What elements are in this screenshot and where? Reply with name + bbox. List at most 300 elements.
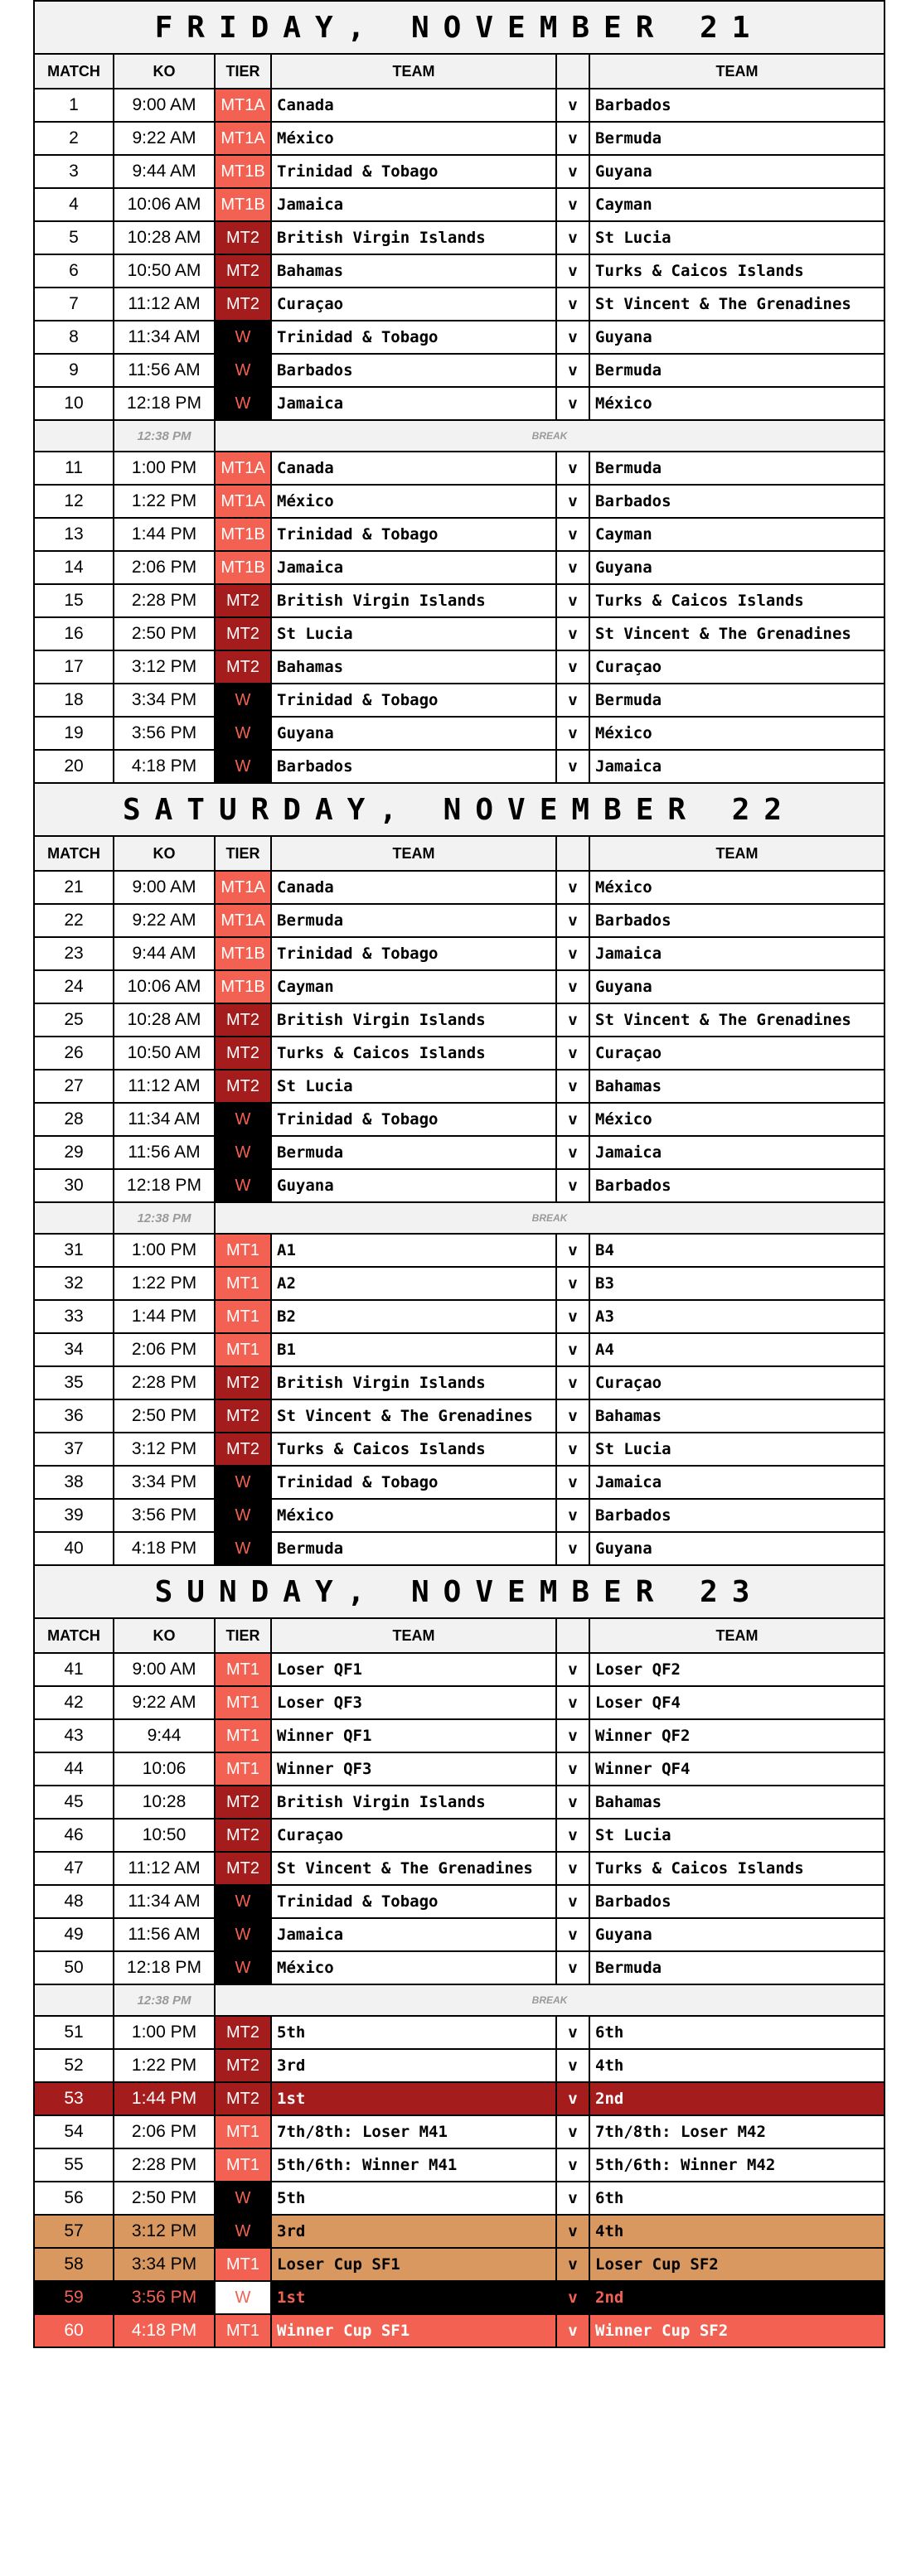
match-row bbox=[34, 650, 884, 684]
kickoff-time: 12:18 PM bbox=[114, 1951, 215, 1984]
kickoff-time: 4:18 PM bbox=[114, 2314, 215, 2347]
home-team: México bbox=[271, 1951, 556, 1984]
versus-label: v bbox=[556, 1885, 589, 1918]
match-number: 60 bbox=[34, 2314, 114, 2347]
home-team: Bermuda bbox=[271, 904, 556, 937]
match-number: 43 bbox=[34, 1719, 114, 1752]
versus-label: v bbox=[556, 387, 589, 420]
column-header-row bbox=[34, 836, 884, 871]
home-team: 7th/8th: Loser M41 bbox=[271, 2115, 556, 2148]
column-header-v bbox=[556, 1618, 589, 1653]
home-team: Jamaica bbox=[271, 551, 556, 584]
kickoff-time: 3:12 PM bbox=[114, 2215, 215, 2248]
match-row bbox=[34, 1466, 884, 1499]
home-team: Loser QF1 bbox=[271, 1653, 556, 1686]
away-team: B4 bbox=[589, 1234, 884, 1267]
away-team: St Vincent & The Grenadines bbox=[589, 1003, 884, 1037]
match-row bbox=[34, 1918, 884, 1951]
match-row bbox=[34, 1003, 884, 1037]
match-number: 3 bbox=[34, 155, 114, 188]
home-team: St Vincent & The Grenadines bbox=[271, 1399, 556, 1433]
away-team: México bbox=[589, 387, 884, 420]
versus-label: v bbox=[556, 89, 589, 122]
match-number: 13 bbox=[34, 518, 114, 551]
away-team: 2nd bbox=[589, 2281, 884, 2314]
tier-badge: MT2 bbox=[215, 288, 271, 321]
match-number: 59 bbox=[34, 2281, 114, 2314]
match-row bbox=[34, 1532, 884, 1565]
home-team: Cayman bbox=[271, 970, 556, 1003]
kickoff-time: 11:12 AM bbox=[114, 1070, 215, 1103]
tier-badge: MT2 bbox=[215, 2082, 271, 2115]
home-team: 5th bbox=[271, 2182, 556, 2215]
kickoff-time: 9:22 AM bbox=[114, 1686, 215, 1719]
home-team: Canada bbox=[271, 89, 556, 122]
schedule-table bbox=[33, 0, 885, 2348]
kickoff-time: 9:22 AM bbox=[114, 122, 215, 155]
match-number: 31 bbox=[34, 1234, 114, 1267]
tier-badge: MT1B bbox=[215, 188, 271, 221]
match-row bbox=[34, 717, 884, 750]
tier-badge: MT2 bbox=[215, 1037, 271, 1070]
match-row bbox=[34, 1037, 884, 1070]
kickoff-time: 3:12 PM bbox=[114, 1433, 215, 1466]
column-header-team2: TEAM bbox=[589, 54, 884, 89]
away-team: Guyana bbox=[589, 155, 884, 188]
match-row bbox=[34, 188, 884, 221]
kickoff-time: 1:00 PM bbox=[114, 1234, 215, 1267]
away-team: St Lucia bbox=[589, 221, 884, 254]
versus-label: v bbox=[556, 1300, 589, 1333]
break-blank bbox=[34, 1202, 114, 1234]
match-row bbox=[34, 518, 884, 551]
match-row bbox=[34, 1070, 884, 1103]
tier-badge: MT1B bbox=[215, 970, 271, 1003]
match-number: 15 bbox=[34, 584, 114, 617]
match-row bbox=[34, 750, 884, 783]
match-row bbox=[34, 970, 884, 1003]
kickoff-time: 10:06 AM bbox=[114, 970, 215, 1003]
tier-badge: MT1A bbox=[215, 122, 271, 155]
kickoff-time: 1:00 PM bbox=[114, 452, 215, 485]
versus-label: v bbox=[556, 1169, 589, 1202]
versus-label: v bbox=[556, 518, 589, 551]
break-time: 12:38 PM bbox=[114, 1984, 215, 2016]
match-row bbox=[34, 1653, 884, 1686]
match-number: 41 bbox=[34, 1653, 114, 1686]
match-row bbox=[34, 1786, 884, 1819]
away-team: Winner Cup SF2 bbox=[589, 2314, 884, 2347]
versus-label: v bbox=[556, 1003, 589, 1037]
match-number: 22 bbox=[34, 904, 114, 937]
home-team: Trinidad & Tobago bbox=[271, 684, 556, 717]
tier-badge: MT2 bbox=[215, 221, 271, 254]
away-team: Curaçao bbox=[589, 1037, 884, 1070]
kickoff-time: 3:34 PM bbox=[114, 684, 215, 717]
home-team: Curaçao bbox=[271, 1819, 556, 1852]
away-team: Barbados bbox=[589, 1885, 884, 1918]
column-header-team2: TEAM bbox=[589, 836, 884, 871]
away-team: Bermuda bbox=[589, 684, 884, 717]
kickoff-time: 11:34 AM bbox=[114, 321, 215, 354]
away-team: México bbox=[589, 717, 884, 750]
column-header-team1: TEAM bbox=[271, 54, 556, 89]
match-row bbox=[34, 1333, 884, 1366]
match-number: 40 bbox=[34, 1532, 114, 1565]
kickoff-time: 12:18 PM bbox=[114, 1169, 215, 1202]
home-team: Barbados bbox=[271, 750, 556, 783]
versus-label: v bbox=[556, 1951, 589, 1984]
break-row bbox=[34, 1202, 884, 1234]
versus-label: v bbox=[556, 1136, 589, 1169]
kickoff-time: 9:00 AM bbox=[114, 89, 215, 122]
match-row bbox=[34, 1819, 884, 1852]
tier-badge: MT1B bbox=[215, 518, 271, 551]
match-number: 56 bbox=[34, 2182, 114, 2215]
match-row bbox=[34, 1300, 884, 1333]
tier-badge: MT2 bbox=[215, 2049, 271, 2082]
versus-label: v bbox=[556, 155, 589, 188]
tier-badge: W bbox=[215, 2182, 271, 2215]
home-team: Bahamas bbox=[271, 650, 556, 684]
away-team: Bermuda bbox=[589, 122, 884, 155]
versus-label: v bbox=[556, 2182, 589, 2215]
home-team: A2 bbox=[271, 1267, 556, 1300]
match-row bbox=[34, 1499, 884, 1532]
match-row bbox=[34, 1267, 884, 1300]
column-header-row bbox=[34, 1618, 884, 1653]
tier-badge: MT2 bbox=[215, 1003, 271, 1037]
kickoff-time: 2:06 PM bbox=[114, 2115, 215, 2148]
versus-label: v bbox=[556, 288, 589, 321]
home-team: British Virgin Islands bbox=[271, 1003, 556, 1037]
home-team: St Lucia bbox=[271, 617, 556, 650]
home-team: Trinidad & Tobago bbox=[271, 1103, 556, 1136]
away-team: Barbados bbox=[589, 904, 884, 937]
versus-label: v bbox=[556, 2314, 589, 2347]
tier-badge: W bbox=[215, 354, 271, 387]
home-team: Jamaica bbox=[271, 1918, 556, 1951]
home-team: Turks & Caicos Islands bbox=[271, 1037, 556, 1070]
kickoff-time: 1:00 PM bbox=[114, 2016, 215, 2049]
versus-label: v bbox=[556, 485, 589, 518]
kickoff-time: 10:28 bbox=[114, 1786, 215, 1819]
column-header-ko: KO bbox=[114, 836, 215, 871]
match-row bbox=[34, 684, 884, 717]
home-team: British Virgin Islands bbox=[271, 1786, 556, 1819]
day-title: SATURDAY, NOVEMBER 22 bbox=[34, 783, 884, 836]
match-number: 10 bbox=[34, 387, 114, 420]
versus-label: v bbox=[556, 1070, 589, 1103]
kickoff-time: 3:34 PM bbox=[114, 1466, 215, 1499]
tier-badge: W bbox=[215, 1103, 271, 1136]
versus-label: v bbox=[556, 1333, 589, 1366]
kickoff-time: 1:44 PM bbox=[114, 518, 215, 551]
tier-badge: MT1 bbox=[215, 1234, 271, 1267]
home-team: Trinidad & Tobago bbox=[271, 1466, 556, 1499]
versus-label: v bbox=[556, 1037, 589, 1070]
match-row bbox=[34, 2016, 884, 2049]
kickoff-time: 11:56 AM bbox=[114, 1918, 215, 1951]
versus-label: v bbox=[556, 354, 589, 387]
versus-label: v bbox=[556, 1752, 589, 1786]
match-number: 24 bbox=[34, 970, 114, 1003]
match-number: 49 bbox=[34, 1918, 114, 1951]
match-number: 17 bbox=[34, 650, 114, 684]
kickoff-time: 3:56 PM bbox=[114, 1499, 215, 1532]
day-title-row bbox=[34, 1565, 884, 1618]
away-team: 4th bbox=[589, 2049, 884, 2082]
match-number: 33 bbox=[34, 1300, 114, 1333]
versus-label: v bbox=[556, 1366, 589, 1399]
tier-badge: W bbox=[215, 387, 271, 420]
break-time: 12:38 PM bbox=[114, 420, 215, 452]
away-team: 4th bbox=[589, 2215, 884, 2248]
away-team: Loser QF4 bbox=[589, 1686, 884, 1719]
away-team: Bahamas bbox=[589, 1399, 884, 1433]
versus-label: v bbox=[556, 2248, 589, 2281]
match-row bbox=[34, 1103, 884, 1136]
home-team: 5th/6th: Winner M41 bbox=[271, 2148, 556, 2182]
home-team: Canada bbox=[271, 452, 556, 485]
match-number: 7 bbox=[34, 288, 114, 321]
kickoff-time: 3:34 PM bbox=[114, 2248, 215, 2281]
day-title-row bbox=[34, 1, 884, 54]
match-row bbox=[34, 584, 884, 617]
away-team: Winner QF4 bbox=[589, 1752, 884, 1786]
kickoff-time: 11:56 AM bbox=[114, 354, 215, 387]
home-team: México bbox=[271, 122, 556, 155]
home-team: México bbox=[271, 485, 556, 518]
match-row bbox=[34, 155, 884, 188]
away-team: Jamaica bbox=[589, 937, 884, 970]
match-number: 32 bbox=[34, 1267, 114, 1300]
away-team: Barbados bbox=[589, 1499, 884, 1532]
away-team: Turks & Caicos Islands bbox=[589, 254, 884, 288]
tier-badge: MT1B bbox=[215, 551, 271, 584]
away-team: Winner QF2 bbox=[589, 1719, 884, 1752]
break-row bbox=[34, 420, 884, 452]
away-team: Barbados bbox=[589, 485, 884, 518]
tier-badge: MT1 bbox=[215, 2314, 271, 2347]
match-row bbox=[34, 354, 884, 387]
match-number: 25 bbox=[34, 1003, 114, 1037]
home-team: Trinidad & Tobago bbox=[271, 321, 556, 354]
match-number: 28 bbox=[34, 1103, 114, 1136]
versus-label: v bbox=[556, 1499, 589, 1532]
home-team: Trinidad & Tobago bbox=[271, 1885, 556, 1918]
home-team: Turks & Caicos Islands bbox=[271, 1433, 556, 1466]
match-row bbox=[34, 2082, 884, 2115]
match-number: 54 bbox=[34, 2115, 114, 2148]
away-team: 2nd bbox=[589, 2082, 884, 2115]
match-row bbox=[34, 122, 884, 155]
match-row bbox=[34, 551, 884, 584]
tier-badge: MT2 bbox=[215, 1366, 271, 1399]
column-header-match: MATCH bbox=[34, 54, 114, 89]
away-team: Cayman bbox=[589, 188, 884, 221]
away-team: Curaçao bbox=[589, 1366, 884, 1399]
column-header-tier: TIER bbox=[215, 54, 271, 89]
tier-badge: MT1 bbox=[215, 1686, 271, 1719]
match-number: 52 bbox=[34, 2049, 114, 2082]
kickoff-time: 10:06 AM bbox=[114, 188, 215, 221]
match-row bbox=[34, 2148, 884, 2182]
away-team: B3 bbox=[589, 1267, 884, 1300]
match-number: 35 bbox=[34, 1366, 114, 1399]
versus-label: v bbox=[556, 2115, 589, 2148]
schedule-body bbox=[34, 1, 884, 2347]
versus-label: v bbox=[556, 551, 589, 584]
column-header-tier: TIER bbox=[215, 1618, 271, 1653]
match-row bbox=[34, 2281, 884, 2314]
home-team: 1st bbox=[271, 2082, 556, 2115]
kickoff-time: 3:12 PM bbox=[114, 650, 215, 684]
versus-label: v bbox=[556, 188, 589, 221]
match-row bbox=[34, 1169, 884, 1202]
home-team: Barbados bbox=[271, 354, 556, 387]
kickoff-time: 1:22 PM bbox=[114, 485, 215, 518]
tier-badge: MT2 bbox=[215, 1399, 271, 1433]
tier-badge: W bbox=[215, 2215, 271, 2248]
column-header-tier: TIER bbox=[215, 836, 271, 871]
away-team: Bahamas bbox=[589, 1786, 884, 1819]
versus-label: v bbox=[556, 1653, 589, 1686]
day-title-row bbox=[34, 783, 884, 836]
match-number: 5 bbox=[34, 221, 114, 254]
match-number: 36 bbox=[34, 1399, 114, 1433]
versus-label: v bbox=[556, 1267, 589, 1300]
away-team: 6th bbox=[589, 2016, 884, 2049]
kickoff-time: 11:34 AM bbox=[114, 1885, 215, 1918]
column-header-match: MATCH bbox=[34, 1618, 114, 1653]
tier-badge: MT2 bbox=[215, 1070, 271, 1103]
match-row bbox=[34, 1136, 884, 1169]
tier-badge: W bbox=[215, 1136, 271, 1169]
match-number: 45 bbox=[34, 1786, 114, 1819]
tier-badge: W bbox=[215, 321, 271, 354]
away-team: Guyana bbox=[589, 1532, 884, 1565]
match-number: 16 bbox=[34, 617, 114, 650]
schedule-sheet bbox=[33, 0, 884, 2348]
versus-label: v bbox=[556, 1399, 589, 1433]
kickoff-time: 2:06 PM bbox=[114, 551, 215, 584]
match-row bbox=[34, 387, 884, 420]
kickoff-time: 2:50 PM bbox=[114, 2182, 215, 2215]
versus-label: v bbox=[556, 684, 589, 717]
day-title: FRIDAY, NOVEMBER 21 bbox=[34, 1, 884, 54]
home-team: 1st bbox=[271, 2281, 556, 2314]
column-header-v bbox=[556, 836, 589, 871]
match-row bbox=[34, 1752, 884, 1786]
away-team: St Vincent & The Grenadines bbox=[589, 617, 884, 650]
tier-badge: MT1 bbox=[215, 2248, 271, 2281]
match-number: 18 bbox=[34, 684, 114, 717]
match-number: 19 bbox=[34, 717, 114, 750]
break-row bbox=[34, 1984, 884, 2016]
kickoff-time: 1:44 PM bbox=[114, 1300, 215, 1333]
tier-badge: MT1 bbox=[215, 1300, 271, 1333]
away-team: México bbox=[589, 1103, 884, 1136]
match-row bbox=[34, 1366, 884, 1399]
tier-badge: MT2 bbox=[215, 1786, 271, 1819]
match-row bbox=[34, 288, 884, 321]
versus-label: v bbox=[556, 1786, 589, 1819]
column-header-ko: KO bbox=[114, 1618, 215, 1653]
away-team: Turks & Caicos Islands bbox=[589, 584, 884, 617]
match-number: 37 bbox=[34, 1433, 114, 1466]
versus-label: v bbox=[556, 2215, 589, 2248]
versus-label: v bbox=[556, 452, 589, 485]
home-team: St Vincent & The Grenadines bbox=[271, 1852, 556, 1885]
away-team: 7th/8th: Loser M42 bbox=[589, 2115, 884, 2148]
match-number: 1 bbox=[34, 89, 114, 122]
match-number: 8 bbox=[34, 321, 114, 354]
tier-badge: MT2 bbox=[215, 1819, 271, 1852]
home-team: Loser QF3 bbox=[271, 1686, 556, 1719]
away-team: Loser Cup SF2 bbox=[589, 2248, 884, 2281]
away-team: Guyana bbox=[589, 970, 884, 1003]
tier-badge: MT2 bbox=[215, 2016, 271, 2049]
tier-badge: W bbox=[215, 1918, 271, 1951]
versus-label: v bbox=[556, 1466, 589, 1499]
kickoff-time: 1:44 PM bbox=[114, 2082, 215, 2115]
home-team: Bermuda bbox=[271, 1532, 556, 1565]
versus-label: v bbox=[556, 717, 589, 750]
match-number: 6 bbox=[34, 254, 114, 288]
match-number: 38 bbox=[34, 1466, 114, 1499]
match-number: 11 bbox=[34, 452, 114, 485]
match-number: 12 bbox=[34, 485, 114, 518]
match-row bbox=[34, 1433, 884, 1466]
match-number: 44 bbox=[34, 1752, 114, 1786]
away-team: Bermuda bbox=[589, 452, 884, 485]
tier-badge: MT1 bbox=[215, 2115, 271, 2148]
kickoff-time: 2:50 PM bbox=[114, 1399, 215, 1433]
match-number: 39 bbox=[34, 1499, 114, 1532]
kickoff-time: 4:18 PM bbox=[114, 1532, 215, 1565]
home-team: Winner QF1 bbox=[271, 1719, 556, 1752]
kickoff-time: 10:50 bbox=[114, 1819, 215, 1852]
tier-badge: MT2 bbox=[215, 1852, 271, 1885]
tier-badge: MT1 bbox=[215, 1653, 271, 1686]
match-number: 9 bbox=[34, 354, 114, 387]
away-team: 5th/6th: Winner M42 bbox=[589, 2148, 884, 2182]
match-row bbox=[34, 2115, 884, 2148]
match-row bbox=[34, 452, 884, 485]
versus-label: v bbox=[556, 321, 589, 354]
away-team: Curaçao bbox=[589, 650, 884, 684]
away-team: Cayman bbox=[589, 518, 884, 551]
match-number: 47 bbox=[34, 1852, 114, 1885]
home-team: Jamaica bbox=[271, 188, 556, 221]
home-team: Trinidad & Tobago bbox=[271, 937, 556, 970]
tier-badge: MT1B bbox=[215, 155, 271, 188]
match-number: 29 bbox=[34, 1136, 114, 1169]
column-header-row bbox=[34, 54, 884, 89]
column-header-team2: TEAM bbox=[589, 1618, 884, 1653]
match-number: 20 bbox=[34, 750, 114, 783]
match-row bbox=[34, 1852, 884, 1885]
match-number: 34 bbox=[34, 1333, 114, 1366]
match-number: 4 bbox=[34, 188, 114, 221]
kickoff-time: 11:12 AM bbox=[114, 288, 215, 321]
away-team: Guyana bbox=[589, 1918, 884, 1951]
match-number: 2 bbox=[34, 122, 114, 155]
tier-badge: W bbox=[215, 1951, 271, 1984]
tier-badge: W bbox=[215, 717, 271, 750]
kickoff-time: 9:44 AM bbox=[114, 937, 215, 970]
